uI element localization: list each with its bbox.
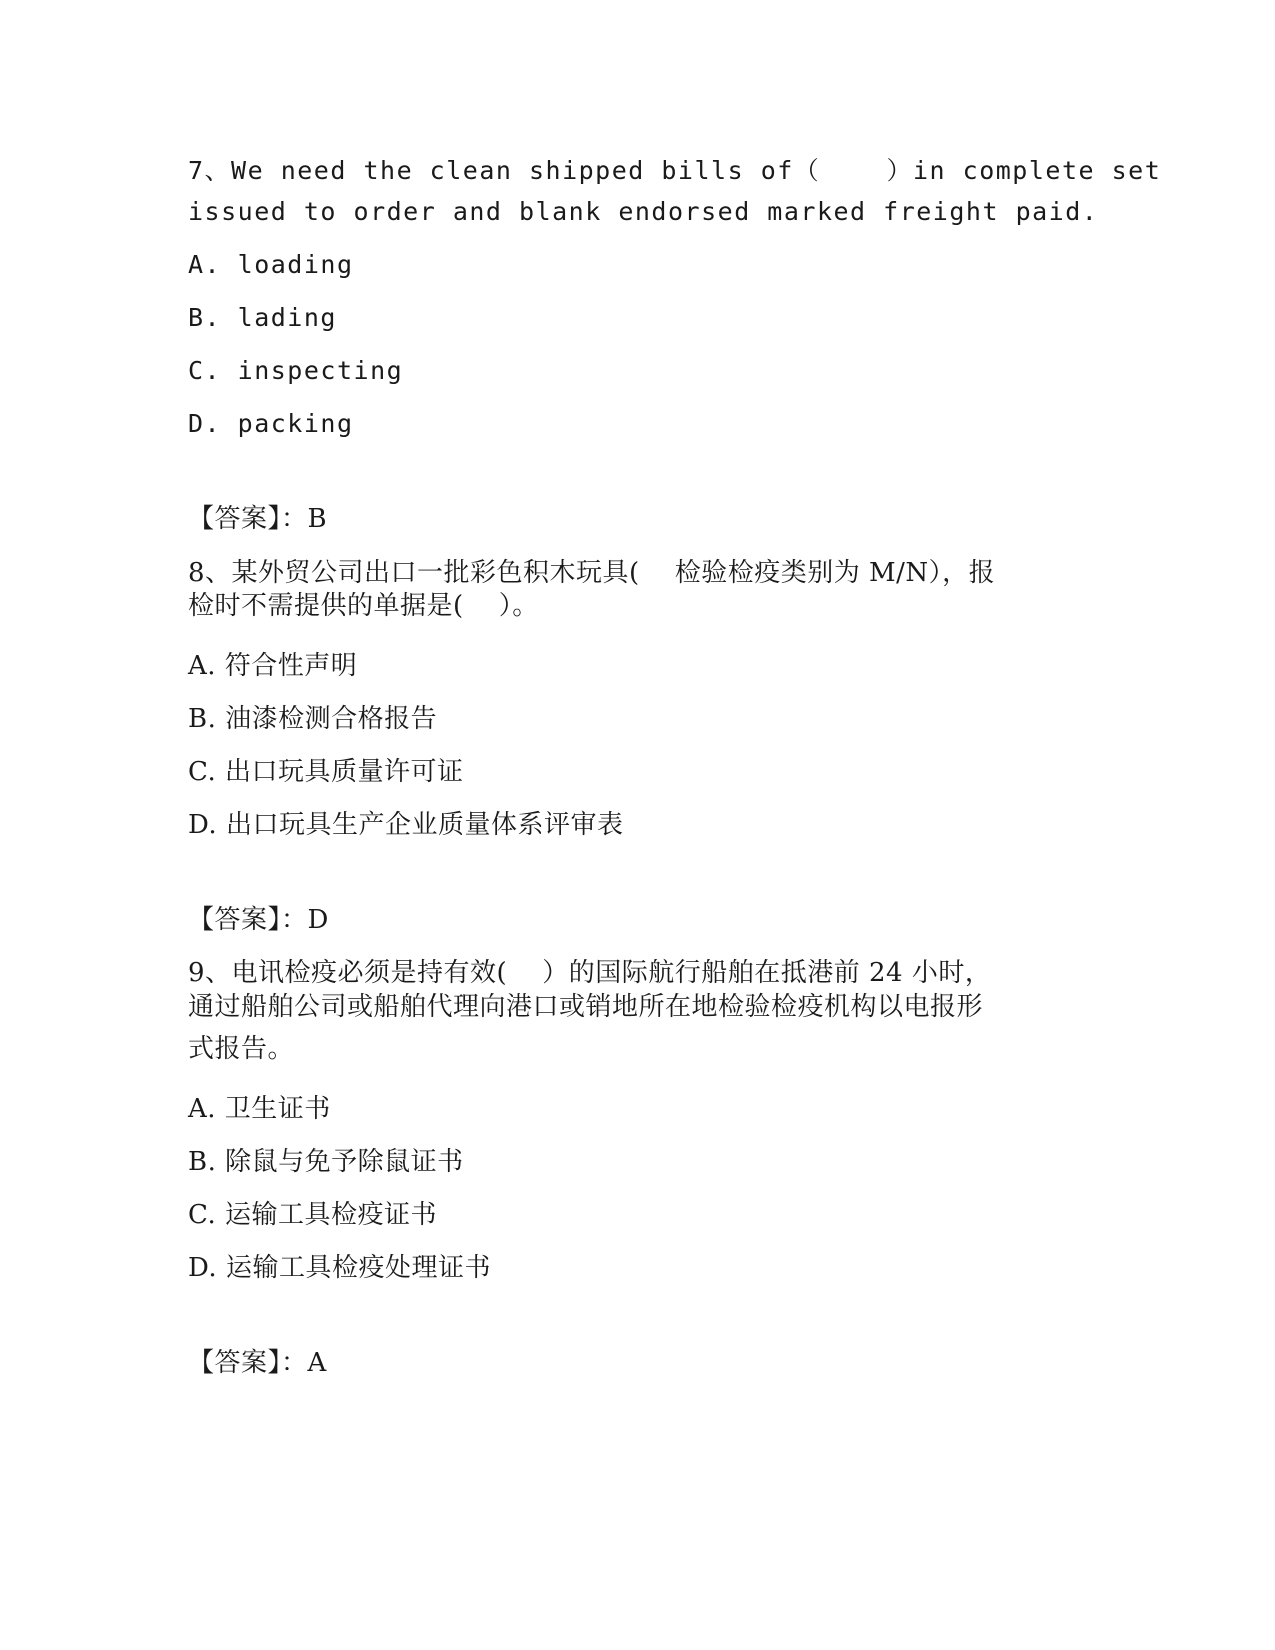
question-9-stem-line-2: 通过船舶公司或船舶代理向港口或销地所在地检验检疫机构以电报形 <box>188 992 984 1022</box>
question-7-option-a: A. loading <box>188 250 354 279</box>
question-9-stem-line-3: 式报告。 <box>188 1034 295 1064</box>
question-7-stem-line-2: issued to order and blank endorsed marked freight paid. <box>188 197 1099 226</box>
question-9-option-a: A. 卫生证书 <box>188 1094 331 1124</box>
question-8-option-b: B. 油漆检测合格报告 <box>188 704 438 734</box>
question-9-option-c: C. 运输工具检疫证书 <box>188 1200 437 1230</box>
question-8-option-d: D. 出口玩具生产企业质量体系评审表 <box>188 810 624 840</box>
question-8-option-c: C. 出口玩具质量许可证 <box>188 757 464 787</box>
question-7-answer: 【答案】：B <box>188 504 328 534</box>
question-8-stem-line-1: 8、某外贸公司出口一批彩色积木玩具( 检验检疫类别为 M/N），报 <box>188 558 996 588</box>
question-7-stem-line-1: 7、We need the clean shipped bills of（ ）in complete set <box>188 156 1162 185</box>
question-7-option-c: C. inspecting <box>188 356 404 385</box>
question-8-answer: 【答案】：D <box>188 905 329 935</box>
question-9-option-d: D. 运输工具检疫处理证书 <box>188 1253 491 1283</box>
question-9-stem-line-1: 9、电讯检疫必须是持有效( ）的国际航行船舶在抵港前 24 小时， <box>188 958 992 988</box>
question-8-stem-line-2: 检时不需提供的单据是( ）。 <box>188 591 539 621</box>
question-8-option-a: A. 符合性声明 <box>188 651 358 681</box>
question-9-option-b: B. 除鼠与免予除鼠证书 <box>188 1147 464 1177</box>
question-9-answer: 【答案】：A <box>188 1348 327 1378</box>
question-7-option-b: B. lading <box>188 303 337 332</box>
question-7-option-d: D. packing <box>188 409 354 438</box>
